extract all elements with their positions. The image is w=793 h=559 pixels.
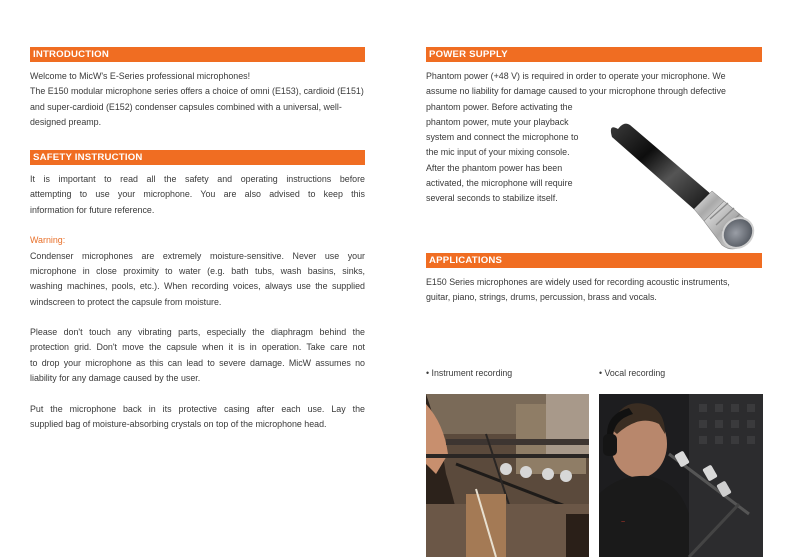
intro-line-1: Welcome to MicW's E-Series professional microphones!: [30, 71, 251, 81]
safety-p1-line: information for future reference.: [30, 204, 155, 215]
instrument-recording-photo: [426, 394, 589, 557]
introduction-heading: INTRODUCTION: [30, 47, 365, 62]
power-line: system and connect the microphone to: [426, 132, 579, 143]
safety-p2-line: windscreen to protect the capsule from moisture.: [30, 296, 222, 307]
microphone-product-image: [600, 119, 765, 257]
power-line: several seconds to stabilize itself.: [426, 193, 558, 204]
right-column: [426, 47, 762, 547]
safety-p3-line: to drop your microphone as this can lead to severe damage. MicW assumes no: [30, 357, 365, 368]
safety-p2-line: Condenser microphones are extremely moisture-sensitive. Never use your: [30, 250, 365, 261]
safety-p2-line: microphone in close proximity to water (e.g. bath tubs, wash basins, sinks,: [30, 265, 365, 276]
power-line: phantom power, mute your playback: [426, 116, 569, 127]
left-column: [30, 47, 365, 432]
power-line: After the phantom power has been: [426, 162, 563, 173]
power-line: the mic input of your mixing console.: [426, 147, 570, 158]
power-line: assume no liability for damage caused to your microphone through defective: [426, 86, 726, 97]
safety-p3-line: Please don't touch any vibrating parts, especially the diaphragm behind the: [30, 327, 365, 338]
caption-vocal-recording: • Vocal recording: [599, 368, 666, 378]
safety-p3-line: liability for any damage caused by the user.: [30, 373, 201, 384]
safety-p1-line: attempting to use your microphone. You are also advised to keep this: [30, 189, 365, 200]
safety-p2-line: washing machines, pools, etc.). When recording voices, always use the supplied: [30, 281, 365, 292]
safety-p3-line: protection grid. Don't move the capsule when it is in operation. Take care not: [30, 342, 365, 353]
applications-line: guitar, piano, strings, drums, percussion, brass and vocals.: [426, 292, 657, 303]
intro-line-4: designed preamp.: [30, 116, 102, 127]
intro-line-2: The E150 modular microphone series offers a choice of omni (E153), cardioid (E151): [30, 86, 364, 97]
applications-heading: APPLICATIONS: [426, 253, 762, 268]
caption-instrument-recording: • Instrument recording: [426, 368, 513, 378]
safety-heading: SAFETY INSTRUCTION: [30, 150, 365, 165]
vocal-recording-photo: [599, 394, 763, 557]
svg-text:~: ~: [621, 519, 626, 526]
power-line: phantom power. Before activating the: [426, 101, 573, 112]
power-supply-heading: POWER SUPPLY: [426, 47, 762, 62]
safety-p4-line: supplied bag of moisture-absorbing crystals on top of the microphone head.: [30, 418, 327, 429]
applications-line: E150 Series microphones are widely used for recording acoustic instruments,: [426, 277, 730, 287]
safety-paragraph-1: [30, 172, 365, 218]
intro-line-3: and super-cardioid (E152) condenser capsules combined with a universal, well-: [30, 101, 342, 112]
warning-label: Warning:: [30, 235, 66, 246]
power-line: activated, the microphone will require: [426, 178, 573, 189]
safety-p4-line: Put the microphone back in its protective casing after each use. Lay the: [30, 403, 365, 414]
power-line: Phantom power (+48 V) is required in order to operate your microphone. We: [426, 71, 726, 81]
safety-p1-line: It is important to read all the safety and operating instructions before: [30, 174, 365, 185]
